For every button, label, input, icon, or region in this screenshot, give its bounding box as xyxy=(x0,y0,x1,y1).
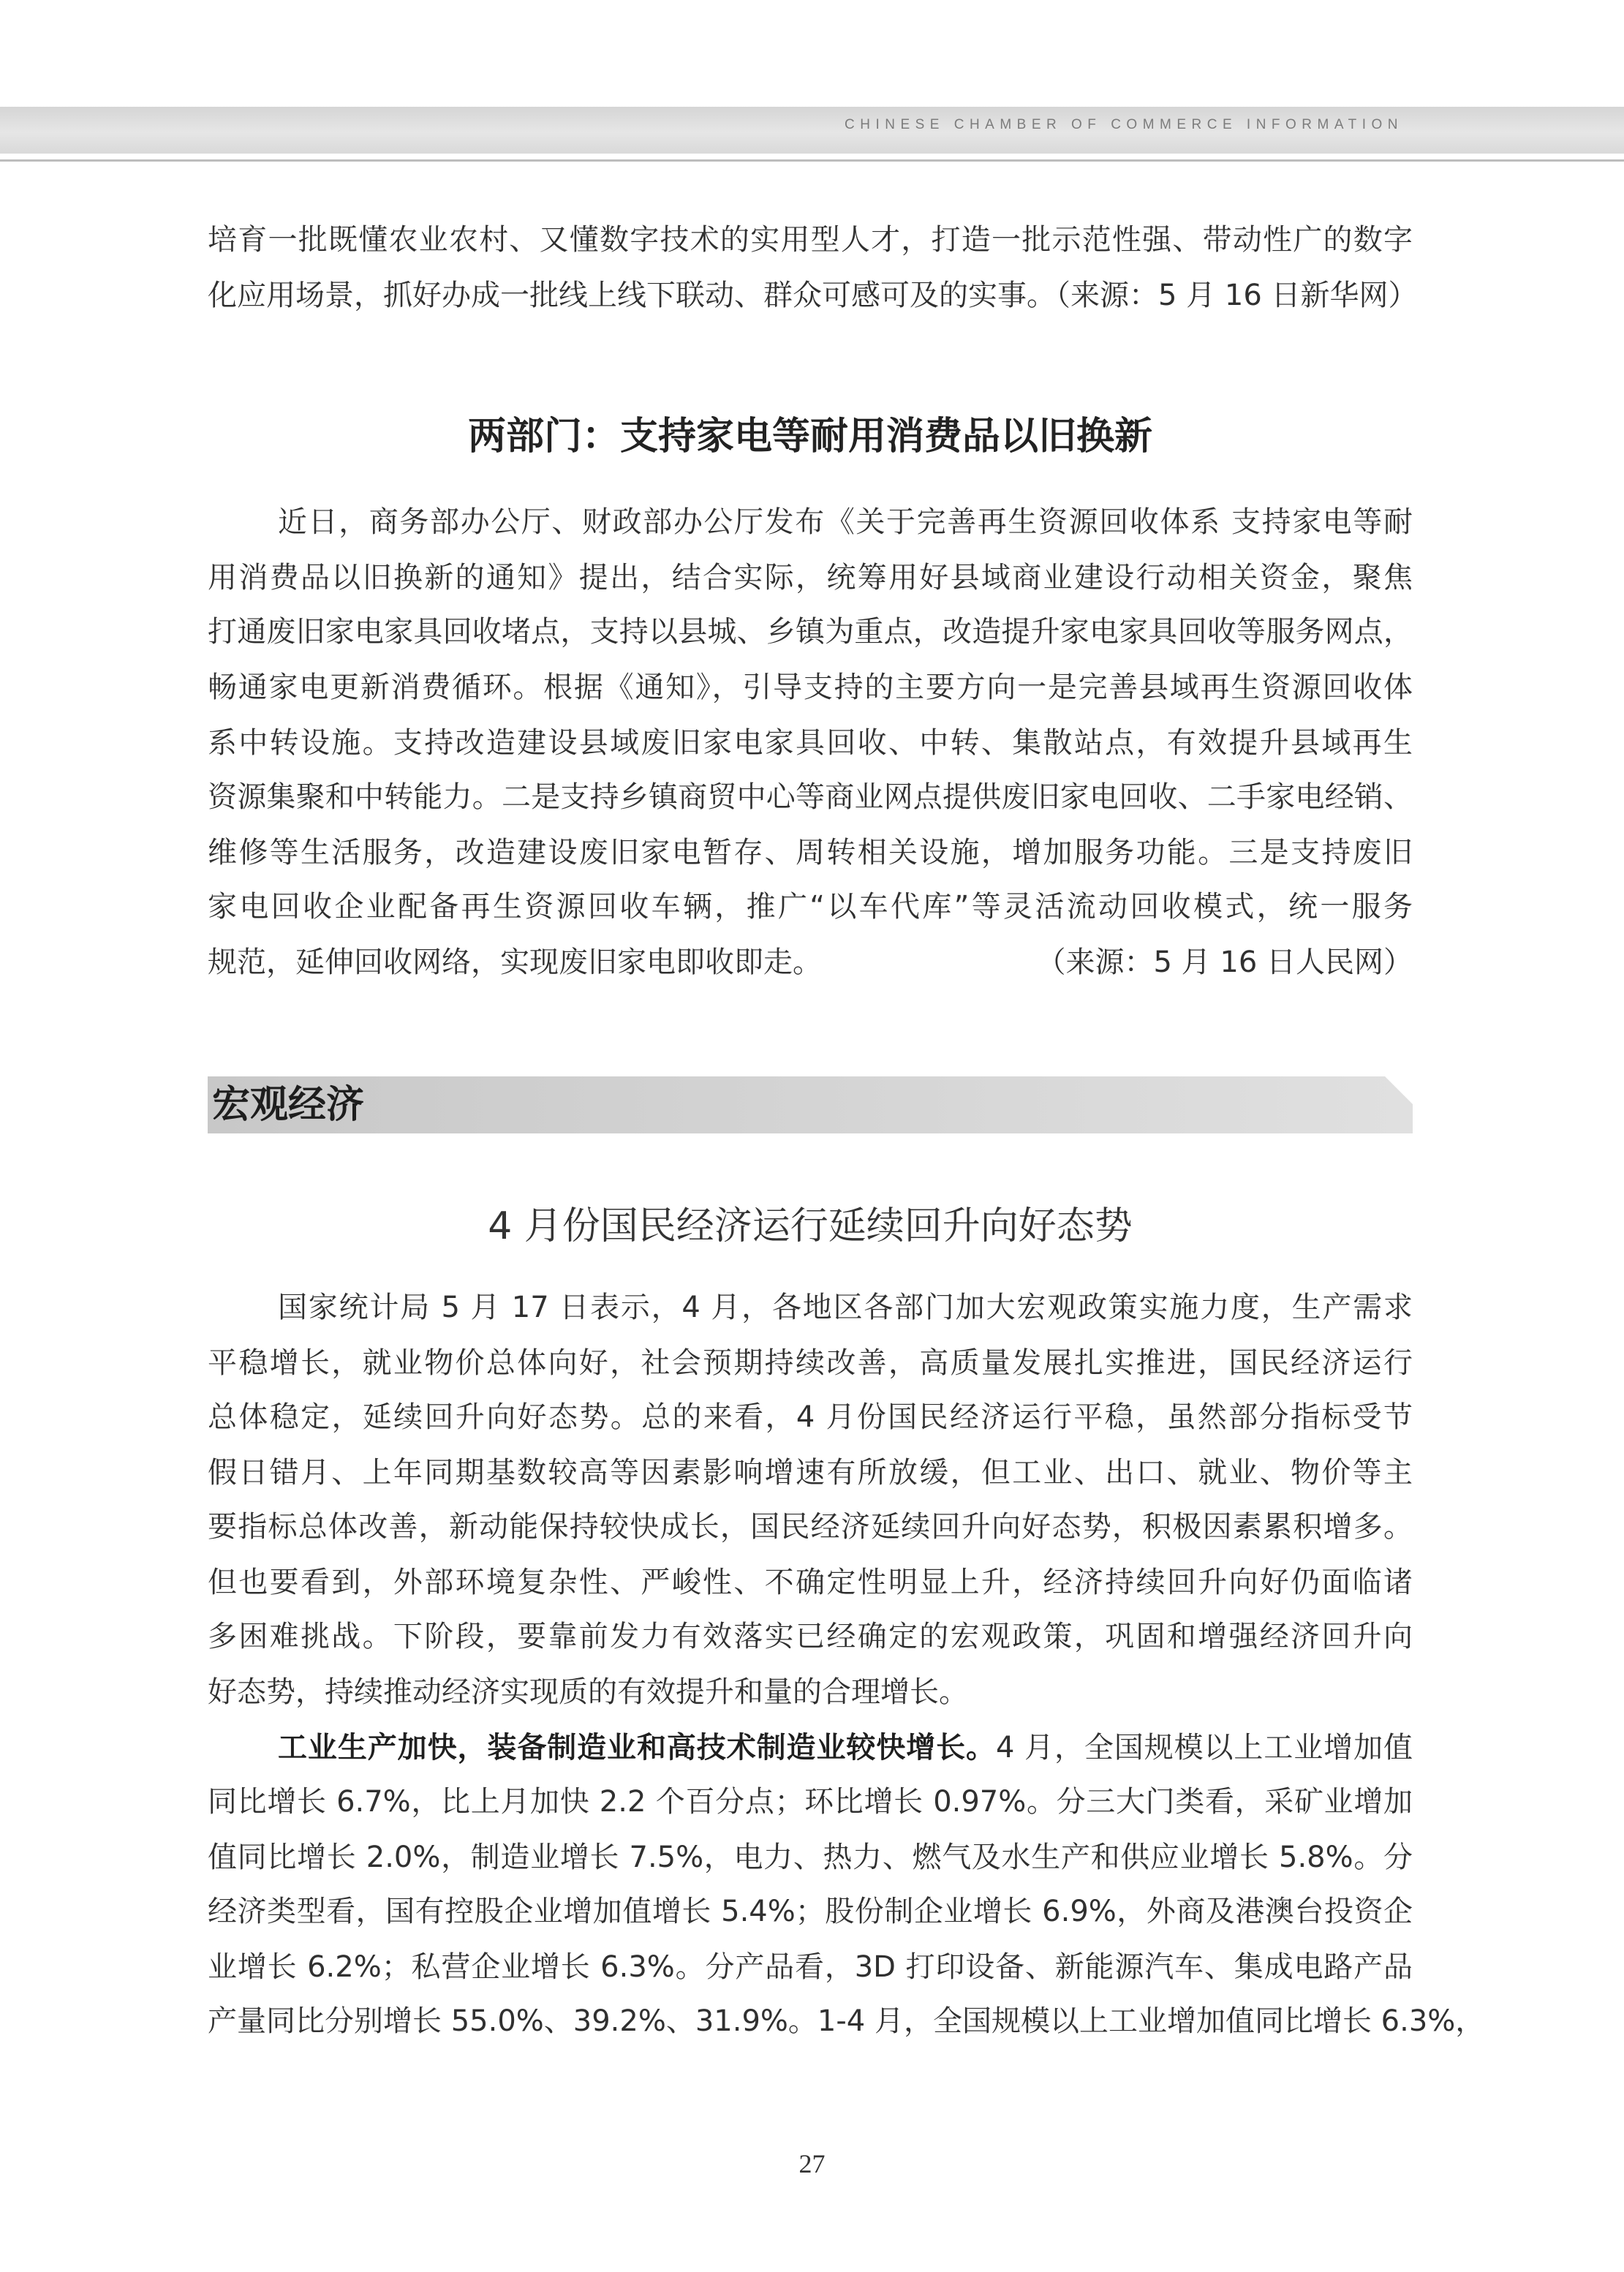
article-line: 畅通家电更新消费循环。根据《通知》，引导支持的主要方向一是完善县域再生资源回收体 xyxy=(208,671,1413,704)
intro-line: 化应用场景，抓好办成一批线上线下联动、群众可感可及的实事。（来源：5 月 16 日新华网） xyxy=(208,279,1418,312)
page-number: 27 xyxy=(798,2149,826,2178)
article-title: 4 月份国民经济运行延续回升向好态势 xyxy=(488,1204,1133,1248)
article-line: 产量同比分别增长 55.0%、39.2%、31.9%。1-4 月，全国规模以上工业增加值同比增长 6.3%， xyxy=(208,2004,1485,2038)
intro-line: 培育一批既懂农业农村、又懂数字技术的实用型人才，打造一批示范性强、带动性广的数字 xyxy=(208,223,1413,257)
paragraph-lead-bold: 工业生产加快，装备制造业和高技术制造业较快增长。 xyxy=(278,1731,996,1765)
article-line: 系中转设施。支持改造建设县域废旧家电家具回收、中转、集散站点，有效提升县域再生 xyxy=(208,726,1413,760)
article-line: 平稳增长，就业物价总体向好，社会预期持续改善，高质量发展扎实推进，国民经济运行 xyxy=(208,1346,1413,1380)
article-line: 多困难挑战。下阶段，要靠前发力有效落实已经确定的宏观政策，巩固和增强经济回升向 xyxy=(208,1620,1413,1653)
article-line: 国家统计局 5 月 17 日表示，4 月，各地区各部门加大宏观政策实施力度，生产需求 xyxy=(278,1291,1413,1324)
publication-header: CHINESE CHAMBER OF COMMERCE INFORMATION xyxy=(845,117,1403,132)
article-last-line xyxy=(208,942,1413,983)
article-line: 经济类型看，国有控股企业增加值增长 5.4%；股份制企业增长 6.9%，外商及港澳台投资企 xyxy=(208,1895,1413,1928)
article-title: 两部门：支持家电等耐用消费品以旧换新 xyxy=(467,415,1152,458)
article-line: 值同比增长 2.0%，制造业增长 7.5%，电力、热力、燃气及水生产和供应业增长 5.8%。分 xyxy=(208,1841,1413,1874)
article-line: 同比增长 6.7%，比上月加快 2.2 个百分点；环比增长 0.97%。分三大门类看，采矿业增加 xyxy=(208,1785,1413,1819)
article-line: 近日，商务部办公厅、财政部办公厅发布《关于完善再生资源回收体系 支持家电等耐 xyxy=(278,505,1413,539)
article-line: 总体稳定，延续回升向好态势。总的来看，4 月份国民经济运行平稳，虽然部分指标受节 xyxy=(208,1400,1413,1434)
article-line xyxy=(278,1727,1413,1768)
article-line-end: 规范，延伸回收网络，实现废旧家电即收即走。 xyxy=(208,946,822,979)
article-line: 要指标总体改善，新动能保持较快成长，国民经济延续回升向好态势，积极因素累积增多。 xyxy=(208,1510,1413,1544)
source-citation: （来源：5 月 16 日人民网） xyxy=(1036,946,1413,979)
article-line: 资源集聚和中转能力。二是支持乡镇商贸中心等商业网点提供废旧家电回收、二手家电经销、 xyxy=(208,780,1413,814)
header-rule xyxy=(0,159,1624,162)
article-line: 打通废旧家电家具回收堵点，支持以县城、乡镇为重点，改造提升家电家具回收等服务网点， xyxy=(208,615,1413,649)
article-line: 业增长 6.2%；私营企业增长 6.3%。分产品看，3D 打印设备、新能源汽车、集成电路产品 xyxy=(208,1950,1413,1984)
article-line: 用消费品以旧换新的通知》提出，结合实际，统筹用好县域商业建设行动相关资金，聚焦 xyxy=(208,561,1413,595)
section-title: 宏观经济 xyxy=(212,1082,365,1127)
article-line: 好态势，持续推动经济实现质的有效提升和量的合理增长。 xyxy=(208,1675,968,1709)
paragraph-lead-rest: 4 月，全国规模以上工业增加值 xyxy=(995,1731,1413,1765)
article-line: 假日错月、上年同期基数较高等因素影响增速有所放缓，但工业、出口、就业、物价等主 xyxy=(208,1456,1413,1490)
article-line: 维修等生活服务，改造建设废旧家电暂存、周转相关设施，增加服务功能。三是支持废旧 xyxy=(208,836,1413,869)
article-line: 但也要看到，外部环境复杂性、严峻性、不确定性明显上升，经济持续回升向好仍面临诸 xyxy=(208,1566,1413,1599)
article-line: 家电回收企业配备再生资源回收车辆，推广“以车代库”等灵活流动回收模式，统一服务 xyxy=(208,890,1413,924)
section-band xyxy=(208,1076,1413,1133)
